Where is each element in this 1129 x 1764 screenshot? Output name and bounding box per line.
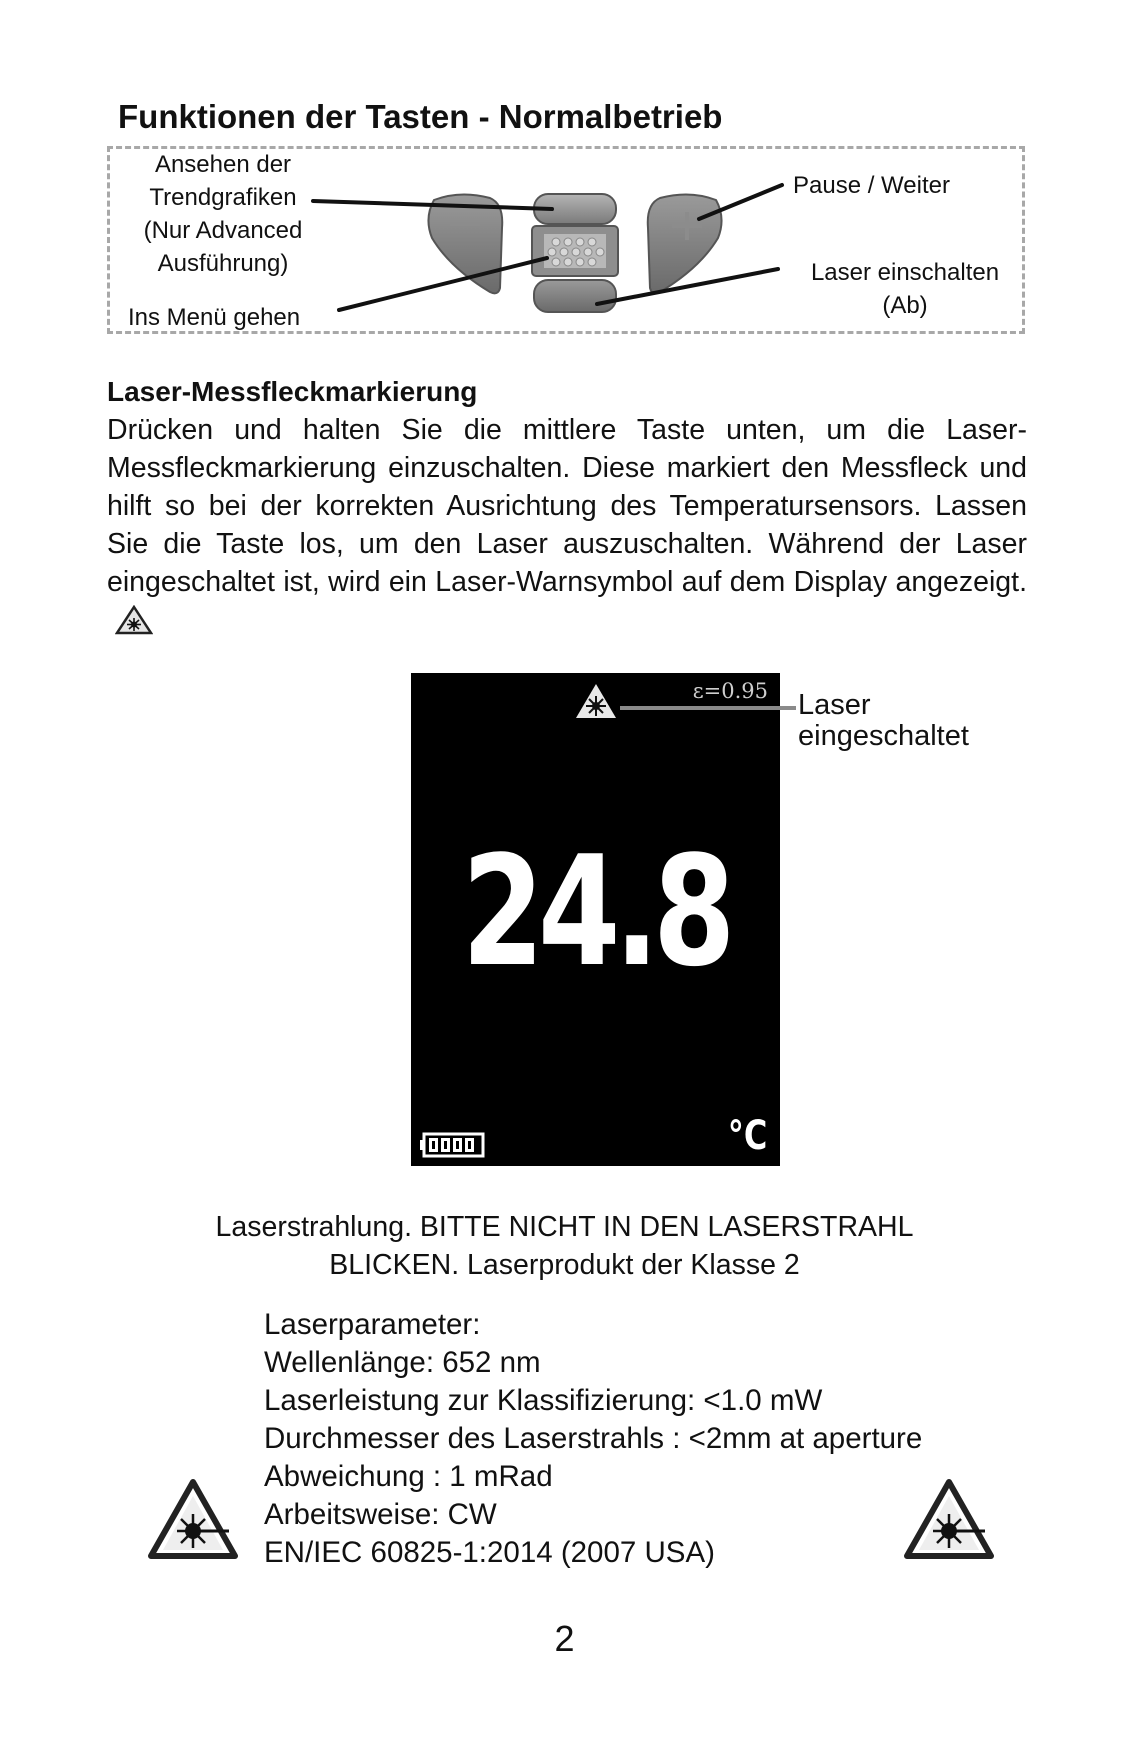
- section-heading: Laser-Messfleckmarkierung: [107, 376, 478, 407]
- page-number: 2: [554, 1618, 575, 1659]
- param-line: EN/IEC 60825-1:2014 (2007 USA): [264, 1536, 715, 1569]
- section-body-text: Drücken und halten Sie die mittlere Taste unten, um die Laser-Messfleckmarkierung einzuschalten. Diese markiert den Messfleck und hilft so bei der korrekten Ausrichtung des Temperatursensors. Lassen Sie die Taste los, um den Laser auszuschalten. Während der Laser eingeschaltet ist, wird ein Laser-Warnsymbol auf dem Display angezeigt.: [107, 414, 1027, 598]
- param-line: Abweichung : 1 mRad: [264, 1460, 553, 1493]
- param-line: Laserparameter:: [264, 1308, 481, 1341]
- temperature-reading: 24.8: [461, 823, 730, 1000]
- callout-open-menu: Ins Menü gehen: [128, 304, 301, 331]
- temperature-unit: °C: [727, 1113, 768, 1159]
- laser-parameters: [264, 1306, 922, 1572]
- section-body: [107, 411, 1027, 639]
- param-line: Laserleistung zur Klassifizierung: <1.0 mW: [264, 1384, 823, 1417]
- param-line: Wellenlänge: 652 nm: [264, 1346, 541, 1379]
- battery-icon: [419, 1132, 485, 1158]
- laser-on-callout: Laser eingeschaltet: [798, 689, 969, 752]
- param-line: Durchmesser des Laserstrahls : <2mm at aperture: [264, 1422, 923, 1455]
- laser-warning-icon: [115, 605, 153, 635]
- callout-view-trend-graphs: Ansehen der Trendgrafiken (Nur Advanced Ausführung): [143, 151, 303, 277]
- device-display: [411, 673, 780, 1166]
- laser-callout-line: [620, 700, 800, 720]
- param-line: Arbeitsweise: CW: [264, 1498, 497, 1531]
- callout-pause-resume: Pause / Weiter: [793, 172, 950, 199]
- laser-hazard-icon: [903, 1478, 995, 1560]
- laser-hazard-icon: [147, 1478, 239, 1560]
- callout-laser-on: Laser einschalten (Ab): [810, 259, 1000, 319]
- emissivity-readout: ε=0.95: [692, 679, 768, 703]
- page-title: Funktionen der Tasten - Normalbetrieb: [118, 98, 723, 135]
- laser-warning-text: Laserstrahlung. BITTE NICHT IN DEN LASERSTRAHL BLICKEN. Laserprodukt der Klasse 2: [215, 1211, 914, 1281]
- laser-on-icon: [574, 682, 618, 720]
